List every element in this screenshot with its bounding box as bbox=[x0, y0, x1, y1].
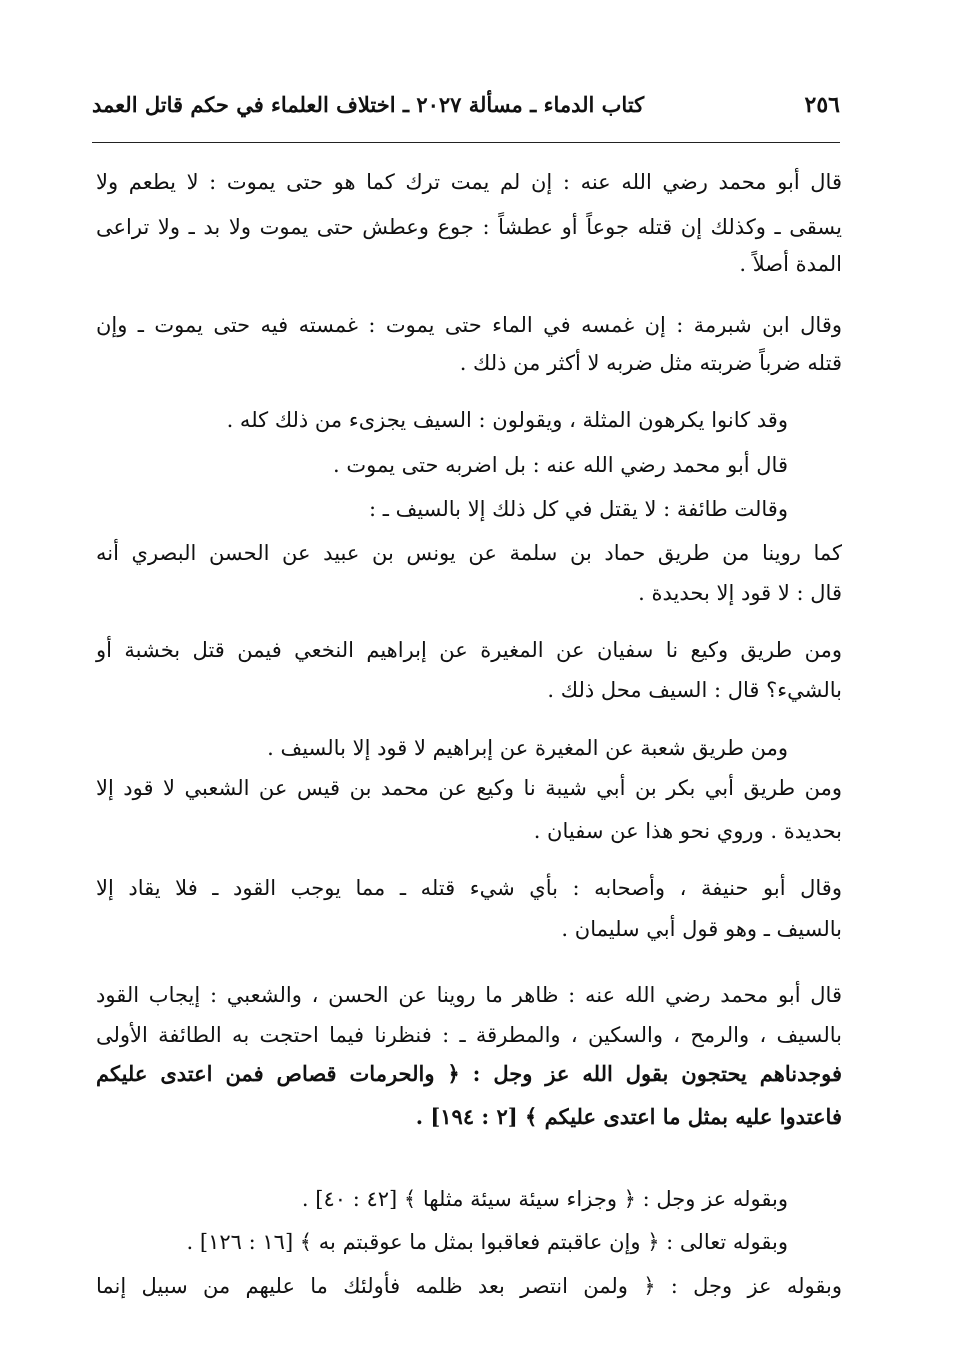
text-line: وبقوله عز وجل : ﴿ وجزاء سيئة سيئة مثلها ﴾ [٤٢ : ٤٠] . bbox=[301, 1187, 788, 1211]
page-header bbox=[92, 88, 840, 128]
text-line: يسقى ـ وكذلك إن قتله جوعاً أو عطشاً : جوع وعطش حتى يموت ولا بد ـ ولا تراعى bbox=[96, 215, 842, 239]
text-line: وقالت طائفة : لا يقتل في كل ذلك إلا بالسيف ـ : bbox=[368, 497, 788, 521]
text-line: قال أبو محمد رضي الله عنه : إن لم يمت ترك كما هو حتى يموت : لا يطعم ولا bbox=[96, 170, 842, 194]
page-number: ٢٥٦ bbox=[804, 92, 840, 118]
text-line: وبقوله تعالى : ﴿ وإن عاقبتم فعاقبوا بمثل ما عوقبتم به ﴾ [١٦ : ١٢٦] . bbox=[186, 1230, 788, 1254]
text-line: كما روينا من طريق حماد بن سلمة عن يونس بن عبيد عن الحسن البصري أنه bbox=[96, 541, 842, 565]
text-line: ومن طريق شعبة عن المغيرة عن إبراهيم لا قود إلا بالسيف . bbox=[267, 736, 788, 760]
text-line: وقد كانوا يكرهون المثلة ، ويقولون : السيف يجزىء من ذلك كله . bbox=[226, 408, 788, 432]
text-line: وقال أبو حنيفة ، وأصحابه : بأي شيء قتله ـ مما يوجب القود ـ فلا يقاد إلا bbox=[96, 876, 842, 900]
text-line: قال أبو محمد رضي الله عنه : ظاهر ما روينا عن الحسن ، والشعبي : إيجاب القود bbox=[96, 983, 842, 1007]
text-line: ومن طريق وكيع نا سفيان عن المغيرة عن إبراهيم النخعي فيمن قتل بخشبة أو bbox=[96, 638, 842, 662]
text-line: قتله ضرباً ضربته مثل ضربه لا أكثر من ذلك . bbox=[459, 351, 842, 375]
header-rule bbox=[92, 142, 840, 143]
text-line: بالشيء؟ قال : السيف محل ذلك . bbox=[547, 678, 842, 702]
text-line: فوجدناهم يحتجون بقول الله عز وجل : ﴿ والحرمات قصاص فمن اعتدى عليكم bbox=[96, 1061, 842, 1086]
text-line: بحديدة . وروي نحو هذا عن سفيان . bbox=[533, 819, 842, 843]
text-line: المدة أصلاً . bbox=[739, 252, 842, 276]
text-line: ومن طريق أبي بكر بن أبي شيبة نا وكيع عن محمد بن قيس عن الشعبي لا قود إلا bbox=[96, 776, 842, 800]
text-line: قال : لا قود إلا بحديدة . bbox=[638, 581, 842, 605]
text-line: قال أبو محمد رضي الله عنه : بل اضربه حتى يموت . bbox=[333, 453, 788, 477]
running-title: كتاب الدماء ـ مسألة ٢٠٢٧ ـ اختلاف العلماء في حكم قاتل العمد bbox=[92, 92, 645, 117]
text-line: بالسيف ، والرمح ، والسكين ، والمطرقة ـ : فنظرنا فيما احتجت به الطائفة الأولى bbox=[96, 1023, 842, 1047]
text-line: وبقوله عز وجل : ﴿ ولمن انتصر بعد ظلمه فأولئك ما عليهم من سبيل إنما bbox=[96, 1274, 842, 1298]
text-line: فاعتدوا عليه بمثل ما اعتدى عليكم ﴾ [٢ : ١٩٤] . bbox=[415, 1104, 842, 1129]
text-line: بالسيف ـ وهو قول أبي سليمان . bbox=[561, 917, 842, 941]
text-line: وقال ابن شبرمة : إن غمسه في الماء حتى يموت : غمسته فيه حتى يموت ـ وإن bbox=[96, 313, 842, 337]
